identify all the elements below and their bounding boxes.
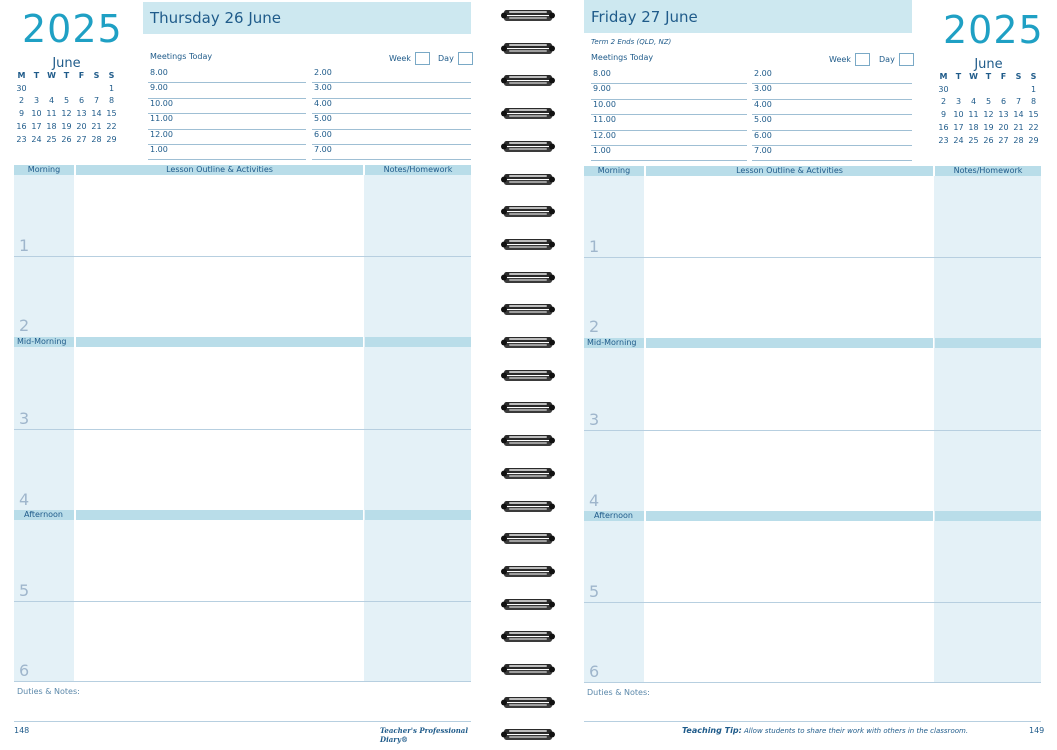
calendar-day: 6 xyxy=(78,96,85,106)
time-slot[interactable]: 1.00 xyxy=(148,145,306,160)
calendar-week-row xyxy=(936,83,1041,96)
calendar-week-row xyxy=(936,121,1041,134)
diary-footer-title: Teacher's Professional Diary® xyxy=(380,726,468,744)
spiral-ring xyxy=(501,727,555,741)
calendar-day: 24 xyxy=(953,135,964,145)
calendar-day: 21 xyxy=(91,122,102,132)
calendar-day: 4 xyxy=(970,97,977,107)
afternoon-header: Afternoon xyxy=(14,510,74,520)
grid-bottom xyxy=(14,681,471,682)
calendar-day: 24 xyxy=(31,134,42,144)
calendar-week-row xyxy=(14,95,119,108)
row-divider xyxy=(584,257,1041,258)
calendar-day: 6 xyxy=(1000,97,1007,107)
calendar-day: 5 xyxy=(63,96,70,106)
calendar-day: 3 xyxy=(33,96,40,106)
calendar-day: 9 xyxy=(18,109,25,119)
right-notes-column xyxy=(934,176,1041,682)
spiral-ring xyxy=(501,499,555,513)
calendar-day: 25 xyxy=(46,134,57,144)
time-slot[interactable]: 11.00 xyxy=(591,115,747,130)
calendar-day: 15 xyxy=(106,109,117,119)
calendar-week-row xyxy=(936,96,1041,109)
day-label: Day xyxy=(438,54,454,63)
calendar-day: 16 xyxy=(16,122,27,132)
calendar-day: 21 xyxy=(1013,123,1024,133)
afternoon-bar xyxy=(646,511,933,521)
calendar-day: 9 xyxy=(940,110,947,120)
weekday: S xyxy=(1030,71,1037,81)
time-slot[interactable]: 12.00 xyxy=(591,131,747,146)
right-day-checkbox[interactable] xyxy=(879,53,914,66)
calendar-day: 17 xyxy=(31,122,42,132)
right-week-checkbox[interactable] xyxy=(829,53,870,66)
time-slot[interactable]: 11.00 xyxy=(148,114,306,129)
calendar-day: 15 xyxy=(1028,110,1039,120)
calendar-day: 20 xyxy=(998,123,1009,133)
weekday: W xyxy=(969,71,978,81)
period-number: 4 xyxy=(19,490,30,509)
calendar-day: 8 xyxy=(108,96,115,106)
spiral-ring xyxy=(501,433,555,447)
right-page xyxy=(570,0,1057,750)
calendar-day: 8 xyxy=(1030,97,1037,107)
weekday: S xyxy=(1015,71,1022,81)
calendar-day: 5 xyxy=(985,97,992,107)
spiral-ring xyxy=(501,400,555,414)
right-year: 2025 xyxy=(943,8,1044,52)
mid-morning-bar xyxy=(365,337,471,347)
calendar-week-row xyxy=(14,107,119,120)
left-notes-column xyxy=(364,175,471,681)
calendar-day: 16 xyxy=(938,123,949,133)
calendar-day: 4 xyxy=(48,96,55,106)
period-number: 1 xyxy=(19,236,30,255)
period-number: 2 xyxy=(589,317,600,336)
weekday: T xyxy=(33,70,40,80)
time-slot[interactable]: 10.00 xyxy=(148,99,306,114)
calendar-day: 26 xyxy=(983,135,994,145)
weekday: M xyxy=(17,70,26,80)
week-box[interactable] xyxy=(855,53,870,66)
calendar-day: 10 xyxy=(953,110,964,120)
time-slot[interactable]: 9.00 xyxy=(148,83,306,98)
calendar-day: 1 xyxy=(108,83,115,93)
period-number: 5 xyxy=(589,582,600,601)
morning-header: Morning xyxy=(14,165,74,175)
period-number: 1 xyxy=(589,237,600,256)
weekday: T xyxy=(955,71,962,81)
spiral-ring xyxy=(501,662,555,676)
afternoon-bar xyxy=(76,510,363,520)
calendar-day: 10 xyxy=(31,109,42,119)
page-number: 149 xyxy=(1029,726,1045,735)
spiral-ring xyxy=(501,335,555,349)
time-slot[interactable]: 8.00 xyxy=(591,69,747,84)
calendar-day: 27 xyxy=(998,135,1009,145)
period-number: 6 xyxy=(589,662,600,681)
lesson-outline-header: Lesson Outline & Activities xyxy=(76,165,363,175)
page-bottom-rule xyxy=(14,721,471,722)
calendar-day: 2 xyxy=(940,97,947,107)
left-meetings-label: Meetings Today xyxy=(150,52,213,61)
calendar-week-row xyxy=(14,120,119,133)
spiral-ring xyxy=(501,302,555,316)
calendar-day: 19 xyxy=(61,122,72,132)
spiral-ring xyxy=(501,8,555,22)
calendar-day: 11 xyxy=(46,109,57,119)
time-slot[interactable]: 9.00 xyxy=(591,84,747,99)
calendar-day: 28 xyxy=(1013,135,1024,145)
week-box[interactable] xyxy=(415,52,430,65)
spiral-ring xyxy=(501,237,555,251)
spiral-ring xyxy=(501,172,555,186)
calendar-week-row xyxy=(14,133,119,146)
afternoon-bar xyxy=(935,511,1041,521)
teaching-tip xyxy=(682,726,968,735)
calendar-day: 1 xyxy=(1030,84,1037,94)
row-divider xyxy=(14,429,471,430)
weekday: F xyxy=(1000,71,1007,81)
left-week-checkbox[interactable] xyxy=(389,52,430,65)
calendar-day: 29 xyxy=(1028,135,1039,145)
calendar-day: 30 xyxy=(938,84,949,94)
calendar-day: 22 xyxy=(106,122,117,132)
calendar-day: 27 xyxy=(76,134,87,144)
mid-morning-bar xyxy=(646,338,933,348)
calendar-weekday-row xyxy=(936,70,1041,83)
page-number: 148 xyxy=(14,726,30,735)
mid-morning-header: Mid-Morning xyxy=(584,338,644,348)
time-slot[interactable]: 6.00 xyxy=(312,130,471,145)
left-year: 2025 xyxy=(22,7,123,51)
spiral-ring xyxy=(501,204,555,218)
notes-homework-header: Notes/Homework xyxy=(935,166,1041,176)
teaching-tip-label: Teaching Tip: xyxy=(682,726,742,735)
calendar-day: 14 xyxy=(1013,110,1024,120)
calendar-week-row xyxy=(936,134,1041,147)
duties-notes-label: Duties & Notes: xyxy=(17,687,80,696)
day-box[interactable] xyxy=(899,53,914,66)
mid-morning-bar xyxy=(76,337,363,347)
week-label: Week xyxy=(829,55,851,64)
calendar-day: 23 xyxy=(16,134,27,144)
spiral-ring xyxy=(501,106,555,120)
calendar-day: 13 xyxy=(998,110,1009,120)
afternoon-bar xyxy=(365,510,471,520)
period-number: 4 xyxy=(589,491,600,510)
spiral-ring xyxy=(501,139,555,153)
calendar-day: 26 xyxy=(61,134,72,144)
time-slot[interactable]: 5.00 xyxy=(312,114,471,129)
calendar-day: 18 xyxy=(968,123,979,133)
time-slot[interactable]: 10.00 xyxy=(591,100,747,115)
week-label: Week xyxy=(389,54,411,63)
time-slot[interactable]: 1.00 xyxy=(591,146,747,161)
weekday: T xyxy=(63,70,70,80)
term-note: Term 2 Ends (QLD, NZ) xyxy=(591,38,672,46)
spiral-ring xyxy=(501,531,555,545)
time-slot[interactable]: 5.00 xyxy=(752,115,912,130)
time-slot[interactable]: 6.00 xyxy=(752,131,912,146)
right-mini-month: June xyxy=(974,57,1003,72)
weekday: F xyxy=(78,70,85,80)
left-mini-month: June xyxy=(52,56,81,71)
row-divider xyxy=(14,256,471,257)
spiral-ring xyxy=(501,564,555,578)
left-date-title: Thursday 26 June xyxy=(143,2,471,34)
calendar-weekday-row xyxy=(14,69,119,82)
period-number: 3 xyxy=(19,409,30,428)
calendar-day: 17 xyxy=(953,123,964,133)
lesson-outline-header: Lesson Outline & Activities xyxy=(646,166,933,176)
spiral-ring xyxy=(501,41,555,55)
time-slot[interactable]: 3.00 xyxy=(312,83,471,98)
left-day-checkbox[interactable] xyxy=(438,52,473,65)
calendar-day: 28 xyxy=(91,134,102,144)
spiral-ring xyxy=(501,270,555,284)
time-slot[interactable]: 4.00 xyxy=(752,100,912,115)
calendar-day: 18 xyxy=(46,122,57,132)
calendar-day: 23 xyxy=(938,135,949,145)
weekday: S xyxy=(108,70,115,80)
time-slot[interactable]: 7.00 xyxy=(312,145,471,160)
row-divider xyxy=(14,601,471,602)
period-number: 5 xyxy=(19,581,30,600)
calendar-day: 2 xyxy=(18,96,25,106)
spiral-binding xyxy=(495,0,561,750)
left-page xyxy=(0,0,490,750)
mid-morning-bar xyxy=(935,338,1041,348)
time-slot[interactable]: 8.00 xyxy=(148,68,306,83)
calendar-day: 25 xyxy=(968,135,979,145)
time-slot[interactable]: 4.00 xyxy=(312,99,471,114)
weekday: W xyxy=(47,70,56,80)
period-number: 6 xyxy=(19,661,30,680)
calendar-day: 19 xyxy=(983,123,994,133)
day-box[interactable] xyxy=(458,52,473,65)
right-meetings-label: Meetings Today xyxy=(591,53,654,62)
calendar-day: 12 xyxy=(61,109,72,119)
calendar-day: 12 xyxy=(983,110,994,120)
notes-homework-header: Notes/Homework xyxy=(365,165,471,175)
mid-morning-header: Mid-Morning xyxy=(14,337,74,347)
calendar-day: 20 xyxy=(76,122,87,132)
calendar-week-row xyxy=(14,82,119,95)
spiral-ring xyxy=(501,695,555,709)
weekday: S xyxy=(93,70,100,80)
period-number: 2 xyxy=(19,316,30,335)
duties-notes-label: Duties & Notes: xyxy=(587,688,650,697)
calendar-day: 29 xyxy=(106,134,117,144)
afternoon-header: Afternoon xyxy=(584,511,644,521)
spiral-ring xyxy=(501,629,555,643)
calendar-week-row xyxy=(936,108,1041,121)
weekday: T xyxy=(985,71,992,81)
calendar-day: 13 xyxy=(76,109,87,119)
right-mini-calendar xyxy=(936,70,1041,147)
time-slot[interactable]: 2.00 xyxy=(752,69,912,84)
calendar-day: 14 xyxy=(91,109,102,119)
calendar-day: 11 xyxy=(968,110,979,120)
calendar-day: 7 xyxy=(93,96,100,106)
spiral-ring xyxy=(501,466,555,480)
time-slot[interactable]: 3.00 xyxy=(752,84,912,99)
time-slot[interactable]: 12.00 xyxy=(148,130,306,145)
weekday: M xyxy=(939,71,948,81)
calendar-day: 30 xyxy=(16,83,27,93)
calendar-day: 3 xyxy=(955,97,962,107)
grid-bottom xyxy=(584,682,1041,683)
right-date-title: Friday 27 June xyxy=(584,0,912,33)
teaching-tip-text: Allow students to share their work with others in the classroom. xyxy=(741,727,969,735)
spiral-ring xyxy=(501,73,555,87)
row-divider xyxy=(584,430,1041,431)
time-slot[interactable]: 7.00 xyxy=(752,146,912,161)
time-slot[interactable]: 2.00 xyxy=(312,68,471,83)
calendar-day: 7 xyxy=(1015,97,1022,107)
row-divider xyxy=(584,602,1041,603)
spiral-ring xyxy=(501,597,555,611)
spiral-ring xyxy=(501,368,555,382)
day-label: Day xyxy=(879,55,895,64)
left-mini-calendar xyxy=(14,69,119,146)
page-bottom-rule xyxy=(584,721,1041,722)
morning-header: Morning xyxy=(584,166,644,176)
period-number: 3 xyxy=(589,410,600,429)
calendar-day: 22 xyxy=(1028,123,1039,133)
